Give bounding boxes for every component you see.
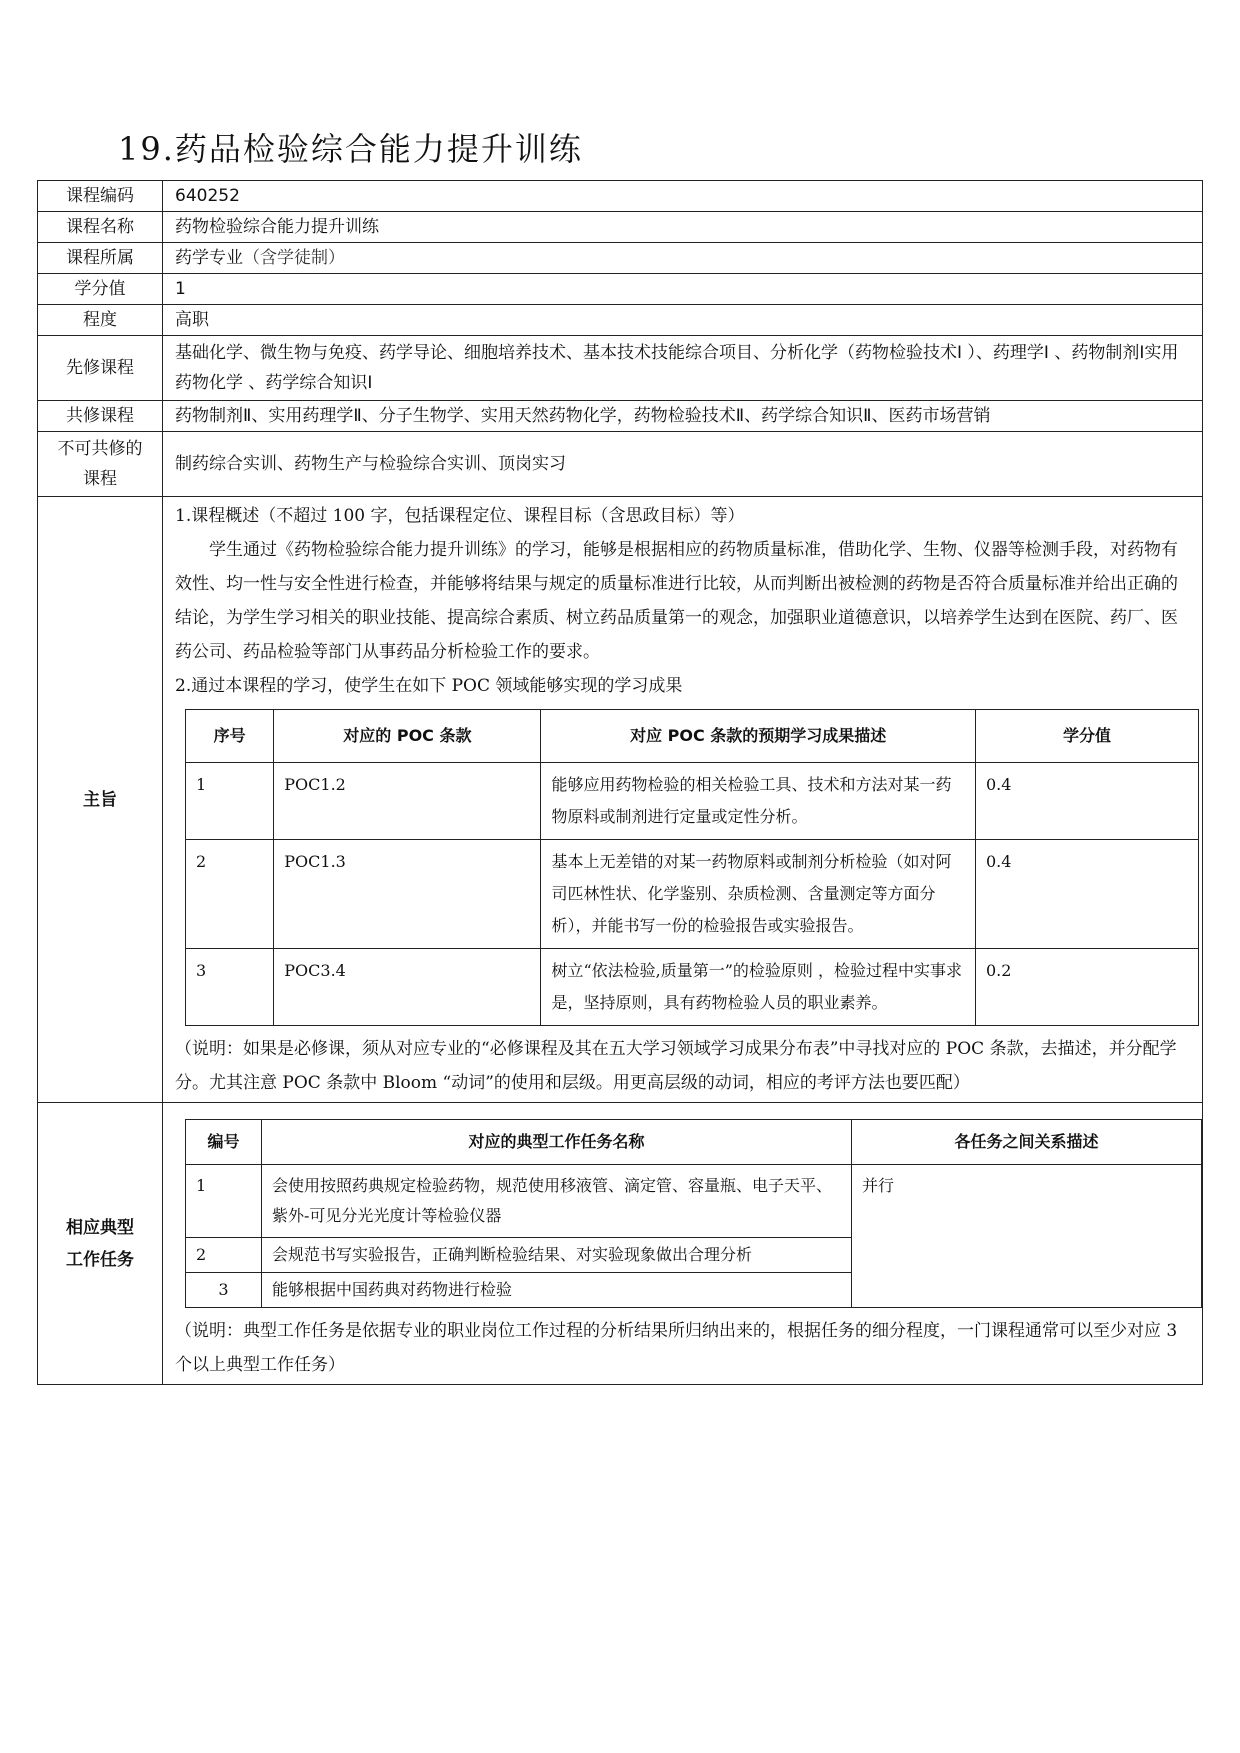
label-tasks <box>38 1103 163 1385</box>
poc-header-desc: 对应 POC 条款的预期学习成果描述 <box>541 710 975 763</box>
value-prereq: 基础化学、微生物与免疫、药学导论、细胞培养技术、基本技术技能综合项目、分析化学（药物检验技术Ⅰ ）、药理学Ⅰ 、药物制剂Ⅰ实用药物化学 、药学综合知识Ⅰ <box>163 336 1203 401</box>
row-prereq <box>38 336 1203 401</box>
poc-no: 3 <box>186 949 274 1026</box>
poc-clause: POC1.2 <box>274 763 541 840</box>
task-no: 2 <box>186 1238 262 1273</box>
tasks-content <box>163 1103 1203 1385</box>
value-belong <box>163 243 1203 274</box>
label-name: 课程名称 <box>38 212 163 243</box>
task-table <box>185 1119 1202 1308</box>
page-title: 19.药品检验综合能力提升训练 <box>118 130 583 168</box>
poc-credit: 0.4 <box>975 840 1198 949</box>
value-coreq: 药物制剂Ⅱ、实用药理学Ⅱ、分子生物学、实用天然药物化学，药物检验技术Ⅱ、药学综合知识Ⅱ、医药市场营销 <box>163 401 1203 432</box>
row-belong <box>38 243 1203 274</box>
task-header-relation: 各任务之间关系描述 <box>852 1120 1202 1165</box>
label-code: 课程编码 <box>38 181 163 212</box>
value-level: 高职 <box>163 305 1203 336</box>
row-exclusive <box>38 432 1203 497</box>
poc-desc: 树立“依法检验,质量第一”的检验原则 ，检验过程中实事求是，坚持原则，具有药物检验人员的职业素养。 <box>541 949 975 1026</box>
label-tasks-line1: 相应典型 <box>66 1217 134 1238</box>
value-code: 640252 <box>163 181 1203 212</box>
poc-no: 1 <box>186 763 274 840</box>
aim-content <box>163 497 1203 1103</box>
label-prereq: 先修课程 <box>38 336 163 401</box>
poc-clause: POC1.3 <box>274 840 541 949</box>
poc-table <box>185 709 1199 1026</box>
row-code <box>38 181 1203 212</box>
poc-credit: 0.4 <box>975 763 1198 840</box>
aim-note: （说明：如果是必修课，须从对应专业的“必修课程及其在五大学习领域学习成果分布表”中寻找对应的 POC 条款，去描述，并分配学分。尤其注意 POC 条款中 Bloom “动词”的使用和层级。用更高层级的动词，相应的考评方法也要匹配） <box>175 1039 1177 1093</box>
task-no: 3 <box>186 1273 262 1308</box>
task-name: 能够根据中国药典对药物进行检验 <box>262 1273 852 1308</box>
value-name: 药物检验综合能力提升训练 <box>163 212 1203 243</box>
poc-no: 2 <box>186 840 274 949</box>
table-row <box>186 1165 1202 1238</box>
label-exclusive <box>38 432 163 497</box>
row-level <box>38 305 1203 336</box>
label-exclusive-line2: 课程 <box>83 469 117 489</box>
poc-desc: 基本上无差错的对某一药物原料或制剂分析检验（如对阿司匹林性状、化学鉴别、杂质检测、含量测定等方面分析），并能书写一份的检验报告或实验报告。 <box>541 840 975 949</box>
row-name <box>38 212 1203 243</box>
label-credit: 学分值 <box>38 274 163 305</box>
label-exclusive-line1: 不可共修的 <box>57 439 143 459</box>
poc-credit: 0.2 <box>975 949 1198 1026</box>
overview-heading: 1.课程概述（不超过 100 字，包括课程定位、课程目标（含思政目标）等） <box>175 506 745 526</box>
table-row <box>186 763 1199 840</box>
value-belong-note: （含学徒制） <box>243 248 345 268</box>
label-level: 程度 <box>38 305 163 336</box>
value-belong-main: 药学专业 <box>175 248 243 268</box>
label-coreq: 共修课程 <box>38 401 163 432</box>
label-aim: 主旨 <box>38 497 163 1103</box>
value-credit: 1 <box>163 274 1203 305</box>
poc-header-no: 序号 <box>186 710 274 763</box>
value-exclusive: 制药综合实训、药物生产与检验综合实训、顶岗实习 <box>163 432 1203 497</box>
poc-header-poc: 对应的 POC 条款 <box>274 710 541 763</box>
task-name: 会使用按照药典规定检验药物，规范使用移液管、滴定管、容量瓶、电子天平、紫外-可见分光光度计等检验仪器 <box>262 1165 852 1238</box>
label-tasks-line2: 工作任务 <box>66 1249 134 1270</box>
task-header-row <box>186 1120 1202 1165</box>
poc-desc: 能够应用药物检验的相关检验工具、技术和方法对某一药物原料或制剂进行定量或定性分析。 <box>541 763 975 840</box>
row-tasks <box>38 1103 1203 1385</box>
outcome-heading: 2.通过本课程的学习，使学生在如下 POC 领域能够实现的学习成果 <box>175 676 683 696</box>
label-belong: 课程所属 <box>38 243 163 274</box>
tasks-note: （说明：典型工作任务是依据专业的职业岗位工作过程的分析结果所归纳出来的，根据任务的细分程度，一门课程通常可以至少对应 3 个以上典型工作任务） <box>175 1321 1178 1375</box>
poc-clause: POC3.4 <box>274 949 541 1026</box>
task-relation: 并行 <box>852 1165 1202 1308</box>
table-row <box>186 840 1199 949</box>
table-row <box>186 949 1199 1026</box>
row-credit <box>38 274 1203 305</box>
course-table <box>37 180 1203 1385</box>
poc-header-credit: 学分值 <box>975 710 1198 763</box>
task-name: 会规范书写实验报告，正确判断检验结果、对实验现象做出合理分析 <box>262 1238 852 1273</box>
poc-header-row <box>186 710 1199 763</box>
row-aim <box>38 497 1203 1103</box>
row-coreq <box>38 401 1203 432</box>
task-header-no: 编号 <box>186 1120 262 1165</box>
overview-text: 学生通过《药物检验综合能力提升训练》的学习，能够是根据相应的药物质量标准，借助化学、生物、仪器等检测手段，对药物有效性、均一性与安全性进行检查，并能够将结果与规定的质量标准进行比较，从而判断出被检测的药物是否符合质量标准并给出正确的结论，为学生学习相关的职业技能、提高综合素质、树立药品质量第一的观念，加强职业道德意识，以培养学生达到在医院、药厂、医药公司、药品检验等部门从事药品分析检验工作的要求。 <box>175 540 1178 662</box>
task-header-name: 对应的典型工作任务名称 <box>262 1120 852 1165</box>
task-no: 1 <box>186 1165 262 1238</box>
